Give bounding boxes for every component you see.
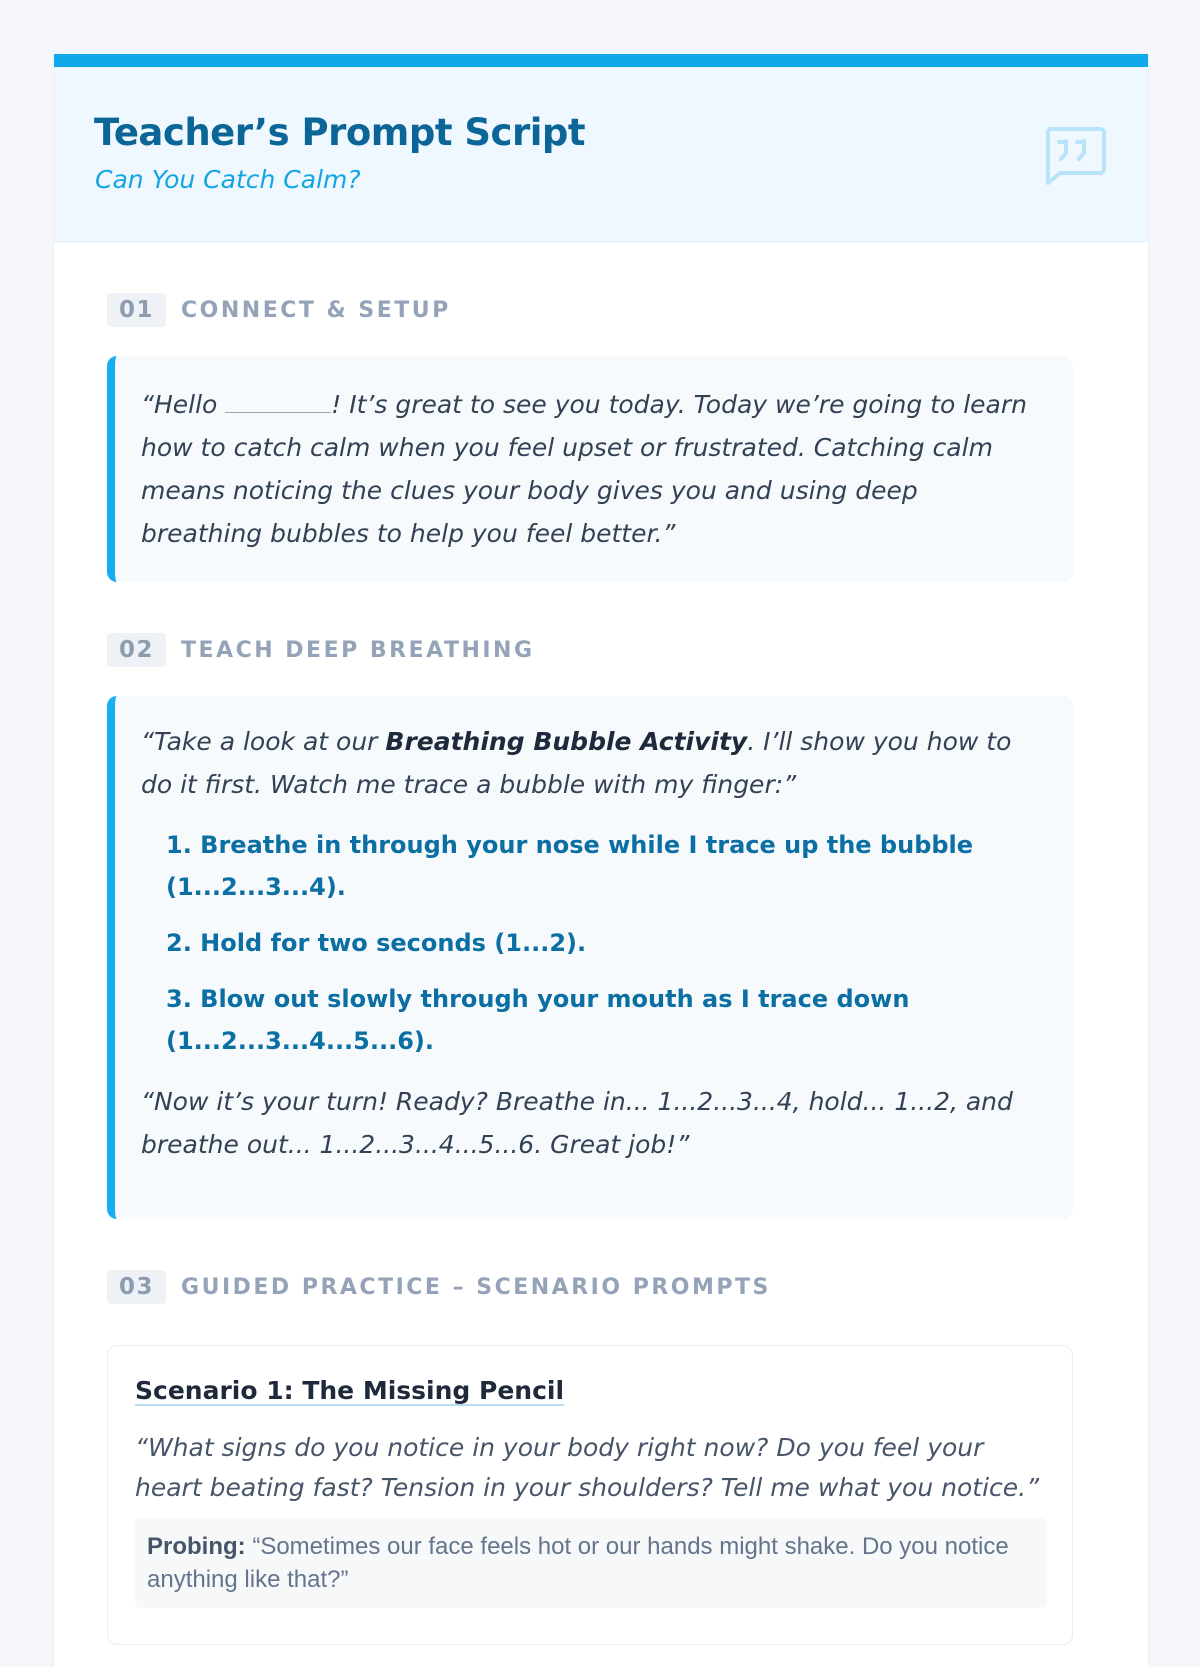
breathing-step: 3. Blow out slowly through your mouth as I trace down (1...2...3...4...5...6). — [166, 985, 910, 1055]
section-header-breathing — [107, 633, 535, 667]
activity-name: Breathing Bubble Activity — [385, 727, 748, 756]
script-card — [54, 54, 1148, 1667]
breathing-step: 2. Hold for two seconds (1...2). — [166, 929, 587, 957]
scenario-title: Scenario 1: The Missing Pencil — [135, 1376, 565, 1405]
breathing-steps-list — [141, 824, 1033, 1062]
student-name-blank — [225, 386, 331, 413]
breathing-outro-text: “Now it’s your turn! Ready? Breathe in... 1...2...3...4, hold... 1...2, and breathe out... 1...2...3...4...5...6. Great job!” — [141, 1087, 1013, 1159]
probing-text: “Sometimes our face feels hot or our hands might shake. Do you notice anything like that?” — [147, 1533, 1009, 1593]
script-header — [54, 67, 1148, 242]
breathing-intro-text — [141, 720, 1033, 806]
page-subtitle: Can You Catch Calm? — [95, 165, 361, 194]
breathing-step: 1. Breathe in through your nose while I trace up the bubble (1...2...3...4). — [166, 831, 974, 901]
page-title: Teacher’s Prompt Script — [94, 111, 586, 154]
breathing-speech-box — [107, 696, 1073, 1219]
section-title: CONNECT & SETUP — [181, 297, 451, 323]
speech-rest: ! It’s great to see you today. Today we’re going to learn how to catch calm when you feel upset or frustrated. Catching calm means noticing the clues your body gives you and using deep breathing bubbles to help you feel better.” — [141, 390, 1027, 548]
section-title: GUIDED PRACTICE – SCENARIO PROMPTS — [181, 1274, 771, 1300]
intro-start: “Take a look at our — [141, 727, 386, 756]
scenario-prompt: “What signs do you notice in your body right now? Do you feel your heart beating fast? Tension in your shoulders? Tell me what you notice.” — [135, 1433, 1040, 1502]
section-number: 01 — [107, 293, 166, 327]
quote-speech-bubble-icon — [1044, 125, 1106, 190]
section-header-connect — [107, 293, 451, 327]
intro-rest: . I’ll show you how to do it first. Watch me trace a bubble with my finger:” — [141, 727, 1012, 799]
probing-label: Probing: — [147, 1533, 246, 1560]
connect-speech-box — [107, 356, 1073, 582]
speech-start: “Hello — [141, 390, 226, 419]
connect-speech-text — [141, 383, 1033, 555]
scenario-card — [107, 1345, 1073, 1645]
section-number: 02 — [107, 633, 166, 667]
section-header-scenarios — [107, 1270, 771, 1304]
section-number: 03 — [107, 1270, 166, 1304]
section-title: TEACH DEEP BREATHING — [181, 637, 535, 663]
probing-prompt — [135, 1518, 1047, 1608]
